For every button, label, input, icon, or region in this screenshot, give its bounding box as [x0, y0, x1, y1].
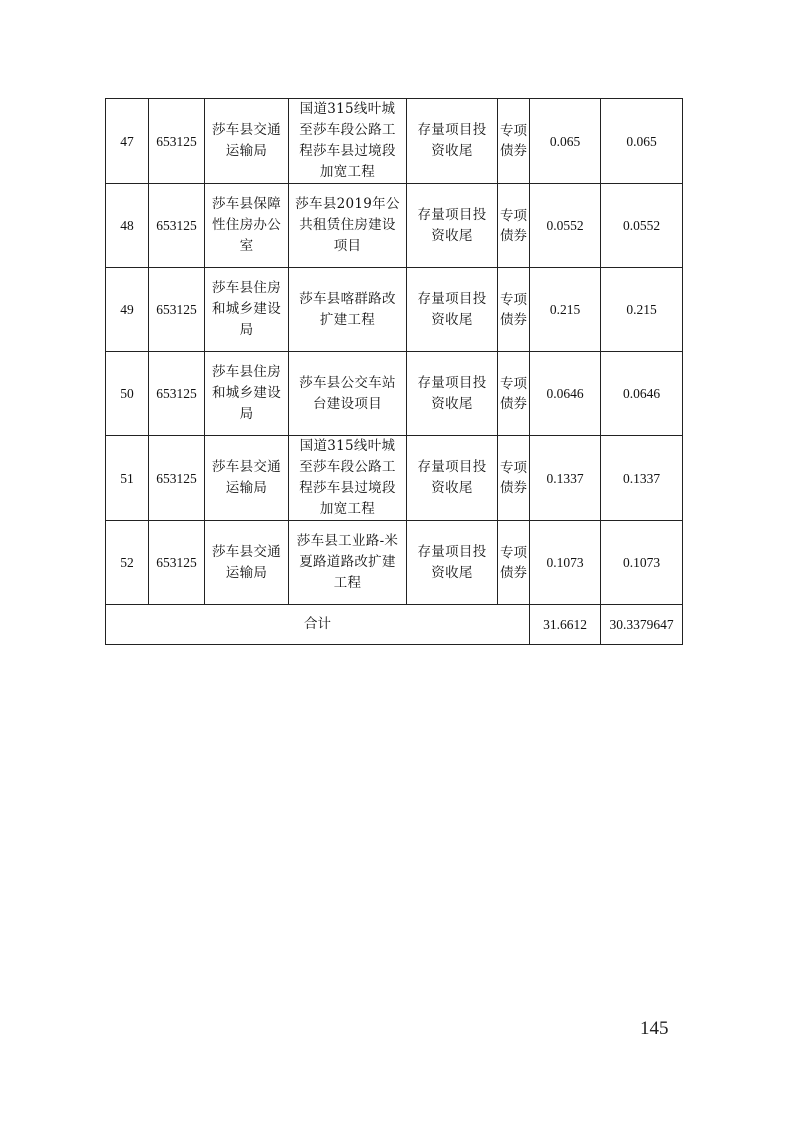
table-row: [106, 268, 683, 352]
amount-b: 0.065: [601, 99, 683, 184]
total-row: [106, 605, 683, 645]
region-code: 653125: [149, 184, 205, 268]
bond-type: 专项债券: [498, 184, 530, 268]
row-index: 48: [106, 184, 149, 268]
department-name: 莎车县保障性住房办公室: [205, 184, 289, 268]
project-name: 国道315线叶城至莎车段公路工程莎车县过境段加宽工程: [289, 436, 407, 521]
total-label: 合计: [106, 605, 530, 645]
row-index: 51: [106, 436, 149, 521]
amount-a: 0.1337: [530, 436, 601, 521]
project-category: 存量项目投资收尾: [407, 436, 498, 521]
amount-b: 0.0646: [601, 352, 683, 436]
bond-type: 专项债券: [498, 352, 530, 436]
bond-allocation-table: [105, 98, 683, 645]
region-code: 653125: [149, 436, 205, 521]
page-number: 145: [640, 1018, 669, 1039]
amount-b: 0.0552: [601, 184, 683, 268]
project-category: 存量项目投资收尾: [407, 268, 498, 352]
project-category: 存量项目投资收尾: [407, 352, 498, 436]
table-row: [106, 184, 683, 268]
project-category: 存量项目投资收尾: [407, 184, 498, 268]
project-name: 莎车县喀群路改扩建工程: [289, 268, 407, 352]
project-name: 莎车县公交车站台建设项目: [289, 352, 407, 436]
row-index: 49: [106, 268, 149, 352]
project-name: 莎车县2019年公共租赁住房建设项目: [289, 184, 407, 268]
amount-b: 0.1073: [601, 521, 683, 605]
row-index: 52: [106, 521, 149, 605]
row-index: 50: [106, 352, 149, 436]
amount-a: 0.1073: [530, 521, 601, 605]
region-code: 653125: [149, 268, 205, 352]
bond-type: 专项债券: [498, 99, 530, 184]
project-name: 国道315线叶城至莎车段公路工程莎车县过境段加宽工程: [289, 99, 407, 184]
table-row: [106, 521, 683, 605]
project-category: 存量项目投资收尾: [407, 99, 498, 184]
department-name: 莎车县住房和城乡建设局: [205, 352, 289, 436]
department-name: 莎车县交通运输局: [205, 99, 289, 184]
amount-a: 0.0646: [530, 352, 601, 436]
project-category: 存量项目投资收尾: [407, 521, 498, 605]
amount-b: 0.1337: [601, 436, 683, 521]
project-name: 莎车县工业路-米夏路道路改扩建工程: [289, 521, 407, 605]
amount-b: 0.215: [601, 268, 683, 352]
table-row: [106, 99, 683, 184]
bond-type: 专项债券: [498, 521, 530, 605]
bond-type: 专项债券: [498, 268, 530, 352]
row-index: 47: [106, 99, 149, 184]
total-amount-a: 31.6612: [530, 605, 601, 645]
amount-a: 0.0552: [530, 184, 601, 268]
region-code: 653125: [149, 521, 205, 605]
region-code: 653125: [149, 99, 205, 184]
department-name: 莎车县交通运输局: [205, 436, 289, 521]
amount-a: 0.215: [530, 268, 601, 352]
department-name: 莎车县交通运输局: [205, 521, 289, 605]
total-amount-b: 30.3379647: [601, 605, 683, 645]
amount-a: 0.065: [530, 99, 601, 184]
table-row: [106, 436, 683, 521]
department-name: 莎车县住房和城乡建设局: [205, 268, 289, 352]
bond-type: 专项债券: [498, 436, 530, 521]
table-row: [106, 352, 683, 436]
region-code: 653125: [149, 352, 205, 436]
